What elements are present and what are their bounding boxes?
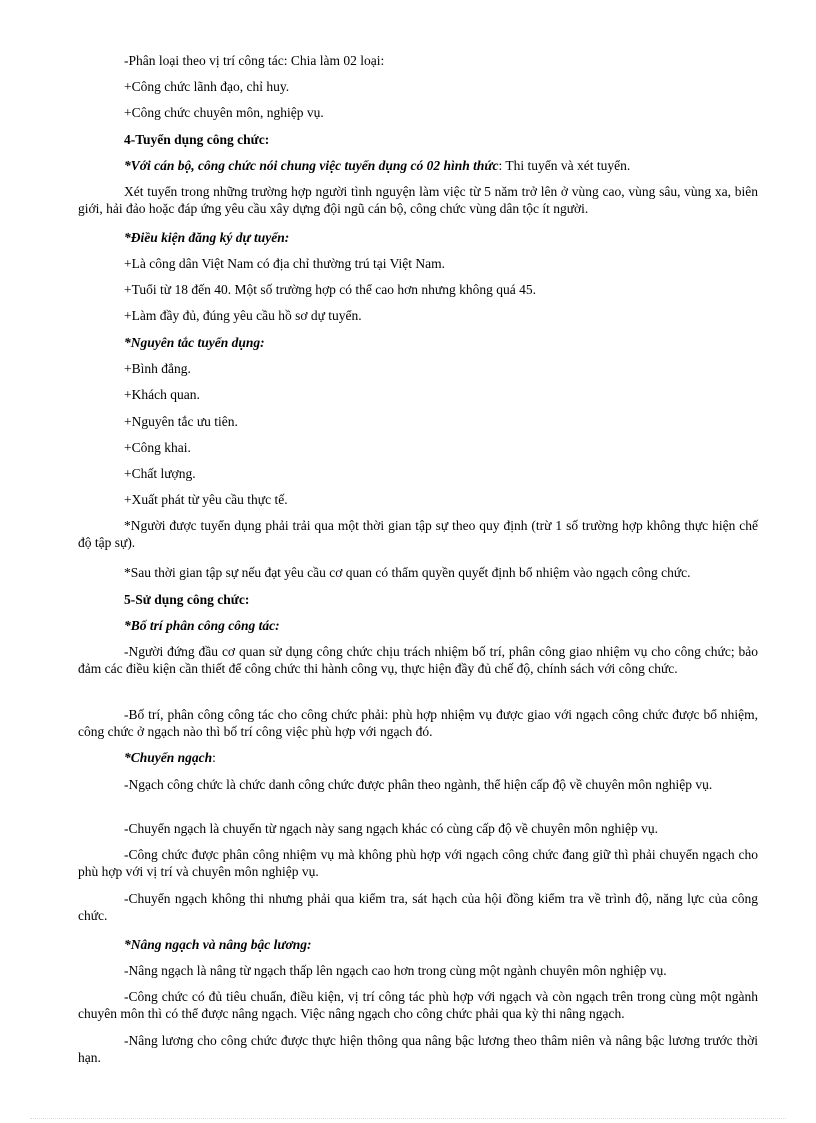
paragraph: Xét tuyển trong những trường hợp người tình nguyện làm việc từ 5 năm trở lên ở vùng cao, vùng sâu, vùng xa, biên giới, hải đảo hoặc đáp ứng yêu cầu xây dựng đội ngũ cán bộ, công chức vùng dân tộc ít người.	[78, 184, 758, 216]
text-line: +Làm đầy đủ, đúng yêu cầu hồ sơ dự tuyển.	[124, 308, 362, 323]
text-line: +Nguyên tắc ưu tiên.	[124, 414, 238, 429]
subheading-line	[124, 750, 216, 766]
subheading: *Nâng ngạch và nâng bậc lương:	[124, 937, 312, 952]
subheading: *Điều kiện đăng ký dự tuyển:	[124, 230, 290, 245]
text-line: +Xuất phát từ yêu cầu thực tế.	[124, 492, 288, 507]
paragraph: -Chuyển ngạch không thi nhưng phải qua kiểm tra, sát hạch của hội đồng kiểm tra về trình độ, năng lực của công chức.	[78, 891, 758, 923]
paragraph: -Công chức được phân công nhiệm vụ mà không phù hợp với ngạch công chức đang giữ thì phải chuyển ngạch cho phù hợp với vị trí và chuyên môn nghiệp vụ.	[78, 847, 758, 879]
page-bottom-divider	[30, 1118, 786, 1119]
text-line	[124, 158, 630, 174]
text-span: :	[212, 750, 216, 765]
paragraph: *Sau thời gian tập sự nếu đạt yêu cầu cơ quan có thẩm quyền quyết định bổ nhiệm vào ngạch công chức.	[124, 565, 691, 580]
paragraph: -Công chức có đủ tiêu chuẩn, điều kiện, vị trí công tác phù hợp với ngạch và còn ngạch trên trong cùng một ngành chuyên môn thì có thể được nâng ngạch. Việc nâng ngạch cho công chức phải qua kỳ thi nâng ngạch.	[78, 989, 758, 1021]
section-heading: 4-Tuyển dụng công chức:	[124, 132, 270, 147]
section-heading: 5-Sử dụng công chức:	[124, 592, 250, 607]
paragraph: -Người đứng đầu cơ quan sử dụng công chức chịu trách nhiệm bố trí, phân công giao nhiệm vụ cho công chức; bảo đảm các điều kiện cần thiết để công chức thi hành công vụ, thực hiện đầy đủ chế độ, chính sách với công chức.	[78, 644, 758, 676]
paragraph: -Nâng ngạch là nâng từ ngạch thấp lên ngạch cao hơn trong cùng một ngành chuyên môn nghiệp vụ.	[124, 963, 667, 978]
paragraph: -Nâng lương cho công chức được thực hiện thông qua nâng bậc lương theo thâm niên và nâng bậc lương trước thời hạn.	[78, 1033, 758, 1065]
subheading: *Bố trí phân công công tác:	[124, 618, 280, 633]
text-line: +Tuổi từ 18 đến 40. Một số trường hợp có thể cao hơn nhưng không quá 45.	[124, 282, 536, 297]
text-line: -Phân loại theo vị trí công tác: Chia làm 02 loại:	[124, 53, 385, 68]
text-line: +Là công dân Việt Nam có địa chỉ thường trú tại Việt Nam.	[124, 256, 445, 271]
text-line: +Công chức lãnh đạo, chỉ huy.	[124, 79, 290, 94]
text-line: +Chất lượng.	[124, 466, 196, 481]
text-line: +Công khai.	[124, 440, 191, 455]
subheading: *Chuyển ngạch	[124, 750, 213, 765]
text-span: : Thi tuyển và xét tuyển.	[498, 158, 631, 173]
paragraph: *Người được tuyển dụng phải trải qua một thời gian tập sự theo quy định (trừ 1 số trường hợp không thực hiện chế độ tập sự).	[78, 518, 758, 550]
paragraph: -Bố trí, phân công công tác cho công chức phải: phù hợp nhiệm vụ được giao với ngạch công chức được bổ nhiệm, công chức ở ngạch nào thì bố trí công việc phù hợp với ngạch đó.	[78, 707, 758, 739]
text-line: +Khách quan.	[124, 387, 200, 402]
paragraph: -Chuyển ngạch là chuyển từ ngạch này sang ngạch khác có cùng cấp độ về chuyên môn nghiệp vụ.	[124, 821, 659, 836]
emphasis-text: *Với cán bộ, công chức nói chung việc tuyển dụng có 02 hình thức	[124, 158, 499, 173]
paragraph: -Ngạch công chức là chức danh công chức được phân theo ngành, thể hiện cấp độ về chuyên môn nghiệp vụ.	[124, 777, 713, 792]
subheading: *Nguyên tắc tuyển dụng:	[124, 335, 265, 350]
text-line: +Bình đẳng.	[124, 361, 191, 376]
text-line: +Công chức chuyên môn, nghiệp vụ.	[124, 105, 324, 120]
